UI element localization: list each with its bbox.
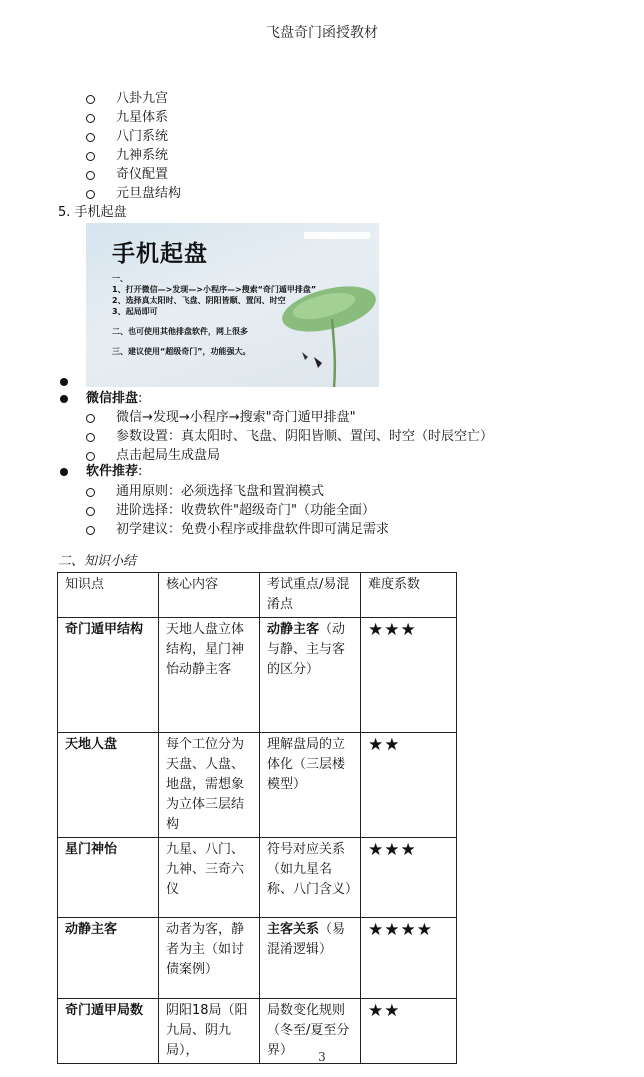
header-cell: 核心内容 [159,573,260,618]
table-row [58,918,457,999]
list-item: 进阶选择：收费软件"超级奇门"（功能全面） [86,501,389,520]
hollow-bullet-icon [86,95,95,104]
hollow-bullet-icon [86,171,95,180]
slide-image [86,223,379,387]
section-heading: 5. 手机起盘 [58,205,127,220]
header-cell: 考试重点/易混淆点 [260,573,361,618]
bullet-icon [60,378,68,386]
bullet-icon [60,395,68,403]
wechat-heading: 微信排盘: [86,391,143,406]
list-item: 九神系统 [86,146,181,165]
topic-sublist [86,89,181,203]
hollow-bullet-icon [86,190,95,199]
slide-line: 二、也可使用其他排盘软件，网上很多 [112,327,248,336]
list-item: 微信→发现→小程序→搜索"奇门遁甲排盘" [86,408,493,427]
table-row [58,618,457,733]
header-cell: 难度系数 [361,573,457,618]
hollow-bullet-icon [86,507,95,516]
content-cell: 天地人盘立体结构，星门神怡动静主客 [159,618,260,733]
focus-cell: 局数变化规则（冬至/夏至分界） [260,999,361,1064]
list-item: 八卦九宫 [86,89,181,108]
hollow-bullet-icon [86,488,95,497]
table-row [58,838,457,918]
list-item: 元旦盘结构 [86,184,181,203]
hollow-bullet-icon [86,452,95,461]
table-row [58,733,457,838]
point-cell: 天地人盘 [58,733,159,838]
content-cell: 动者为客，静者为主（如讨债案例） [159,918,260,999]
list-item: 奇仪配置 [86,165,181,184]
content-cell: 每个工位分为天盘、人盘、地盘，需想象为立体三层结构 [159,733,260,838]
slide-title: 手机起盘 [112,241,208,267]
focus-cell: 动静主客（动与静、主与客的区分） [260,618,361,733]
hollow-bullet-icon [86,133,95,142]
header-cell: 知识点 [58,573,159,618]
point-cell: 奇门遁甲结构 [58,618,159,733]
list-item: 点击起局生成盘局 [86,446,493,465]
focus-cell: 理解盘局的立体化（三层楼模型） [260,733,361,838]
list-item: 通用原则：必须选择飞盘和置润模式 [86,482,389,501]
list-item: 八门系统 [86,127,181,146]
software-heading: 软件推荐: [86,464,143,479]
slide-line: 1、打开微信—>发现—>小程序—>搜索“奇门遁甲排盘” [112,285,317,294]
list-item: 初学建议：免费小程序或排盘软件即可满足需求 [86,520,389,539]
bullet-icon [60,468,68,476]
difficulty-stars: ★★ [361,999,457,1064]
point-cell: 奇门遁甲局数 [58,999,159,1064]
focus-cell: 符号对应关系（如九星名称、八门含义） [260,838,361,918]
difficulty-stars: ★★★★ [361,918,457,999]
hollow-bullet-icon [86,152,95,161]
difficulty-stars: ★★★ [361,618,457,733]
software-sublist [86,482,389,539]
table-header-row [58,573,457,618]
summary-heading: 二、知识小结 [58,554,137,569]
slide-line: 3、起局即可 [112,307,158,316]
page-number: 3 [318,1050,326,1064]
point-cell: 动静主客 [58,918,159,999]
summary-table [57,572,457,1064]
content-cell: 阴阳18局（阳九局、阴九局）， [159,999,260,1064]
slide-line: 三、建议使用“超级奇门”，功能强大。 [112,347,251,356]
lotus-leaf-icon [86,223,379,387]
hollow-bullet-icon [86,114,95,123]
point-cell: 星门神怡 [58,838,159,918]
hollow-bullet-icon [86,414,95,423]
wechat-sublist [86,408,493,465]
focus-cell: 主客关系（易混淆逻辑） [260,918,361,999]
list-item: 九星体系 [86,108,181,127]
page-header-title: 飞盘奇门函授教材 [266,25,378,41]
list-item: 参数设置：真太阳时、飞盘、阴阳皆顺、置闰、时空（时辰空亡） [86,427,493,446]
slide-line: 一、 [112,274,128,283]
hollow-bullet-icon [86,433,95,442]
content-cell: 九星、八门、九神、三奇六仪 [159,838,260,918]
difficulty-stars: ★★★ [361,838,457,918]
difficulty-stars: ★★ [361,733,457,838]
slide-line: 2、选择真太阳时、飞盘、阴阳皆顺、置闰、时空 [112,296,286,305]
hollow-bullet-icon [86,526,95,535]
